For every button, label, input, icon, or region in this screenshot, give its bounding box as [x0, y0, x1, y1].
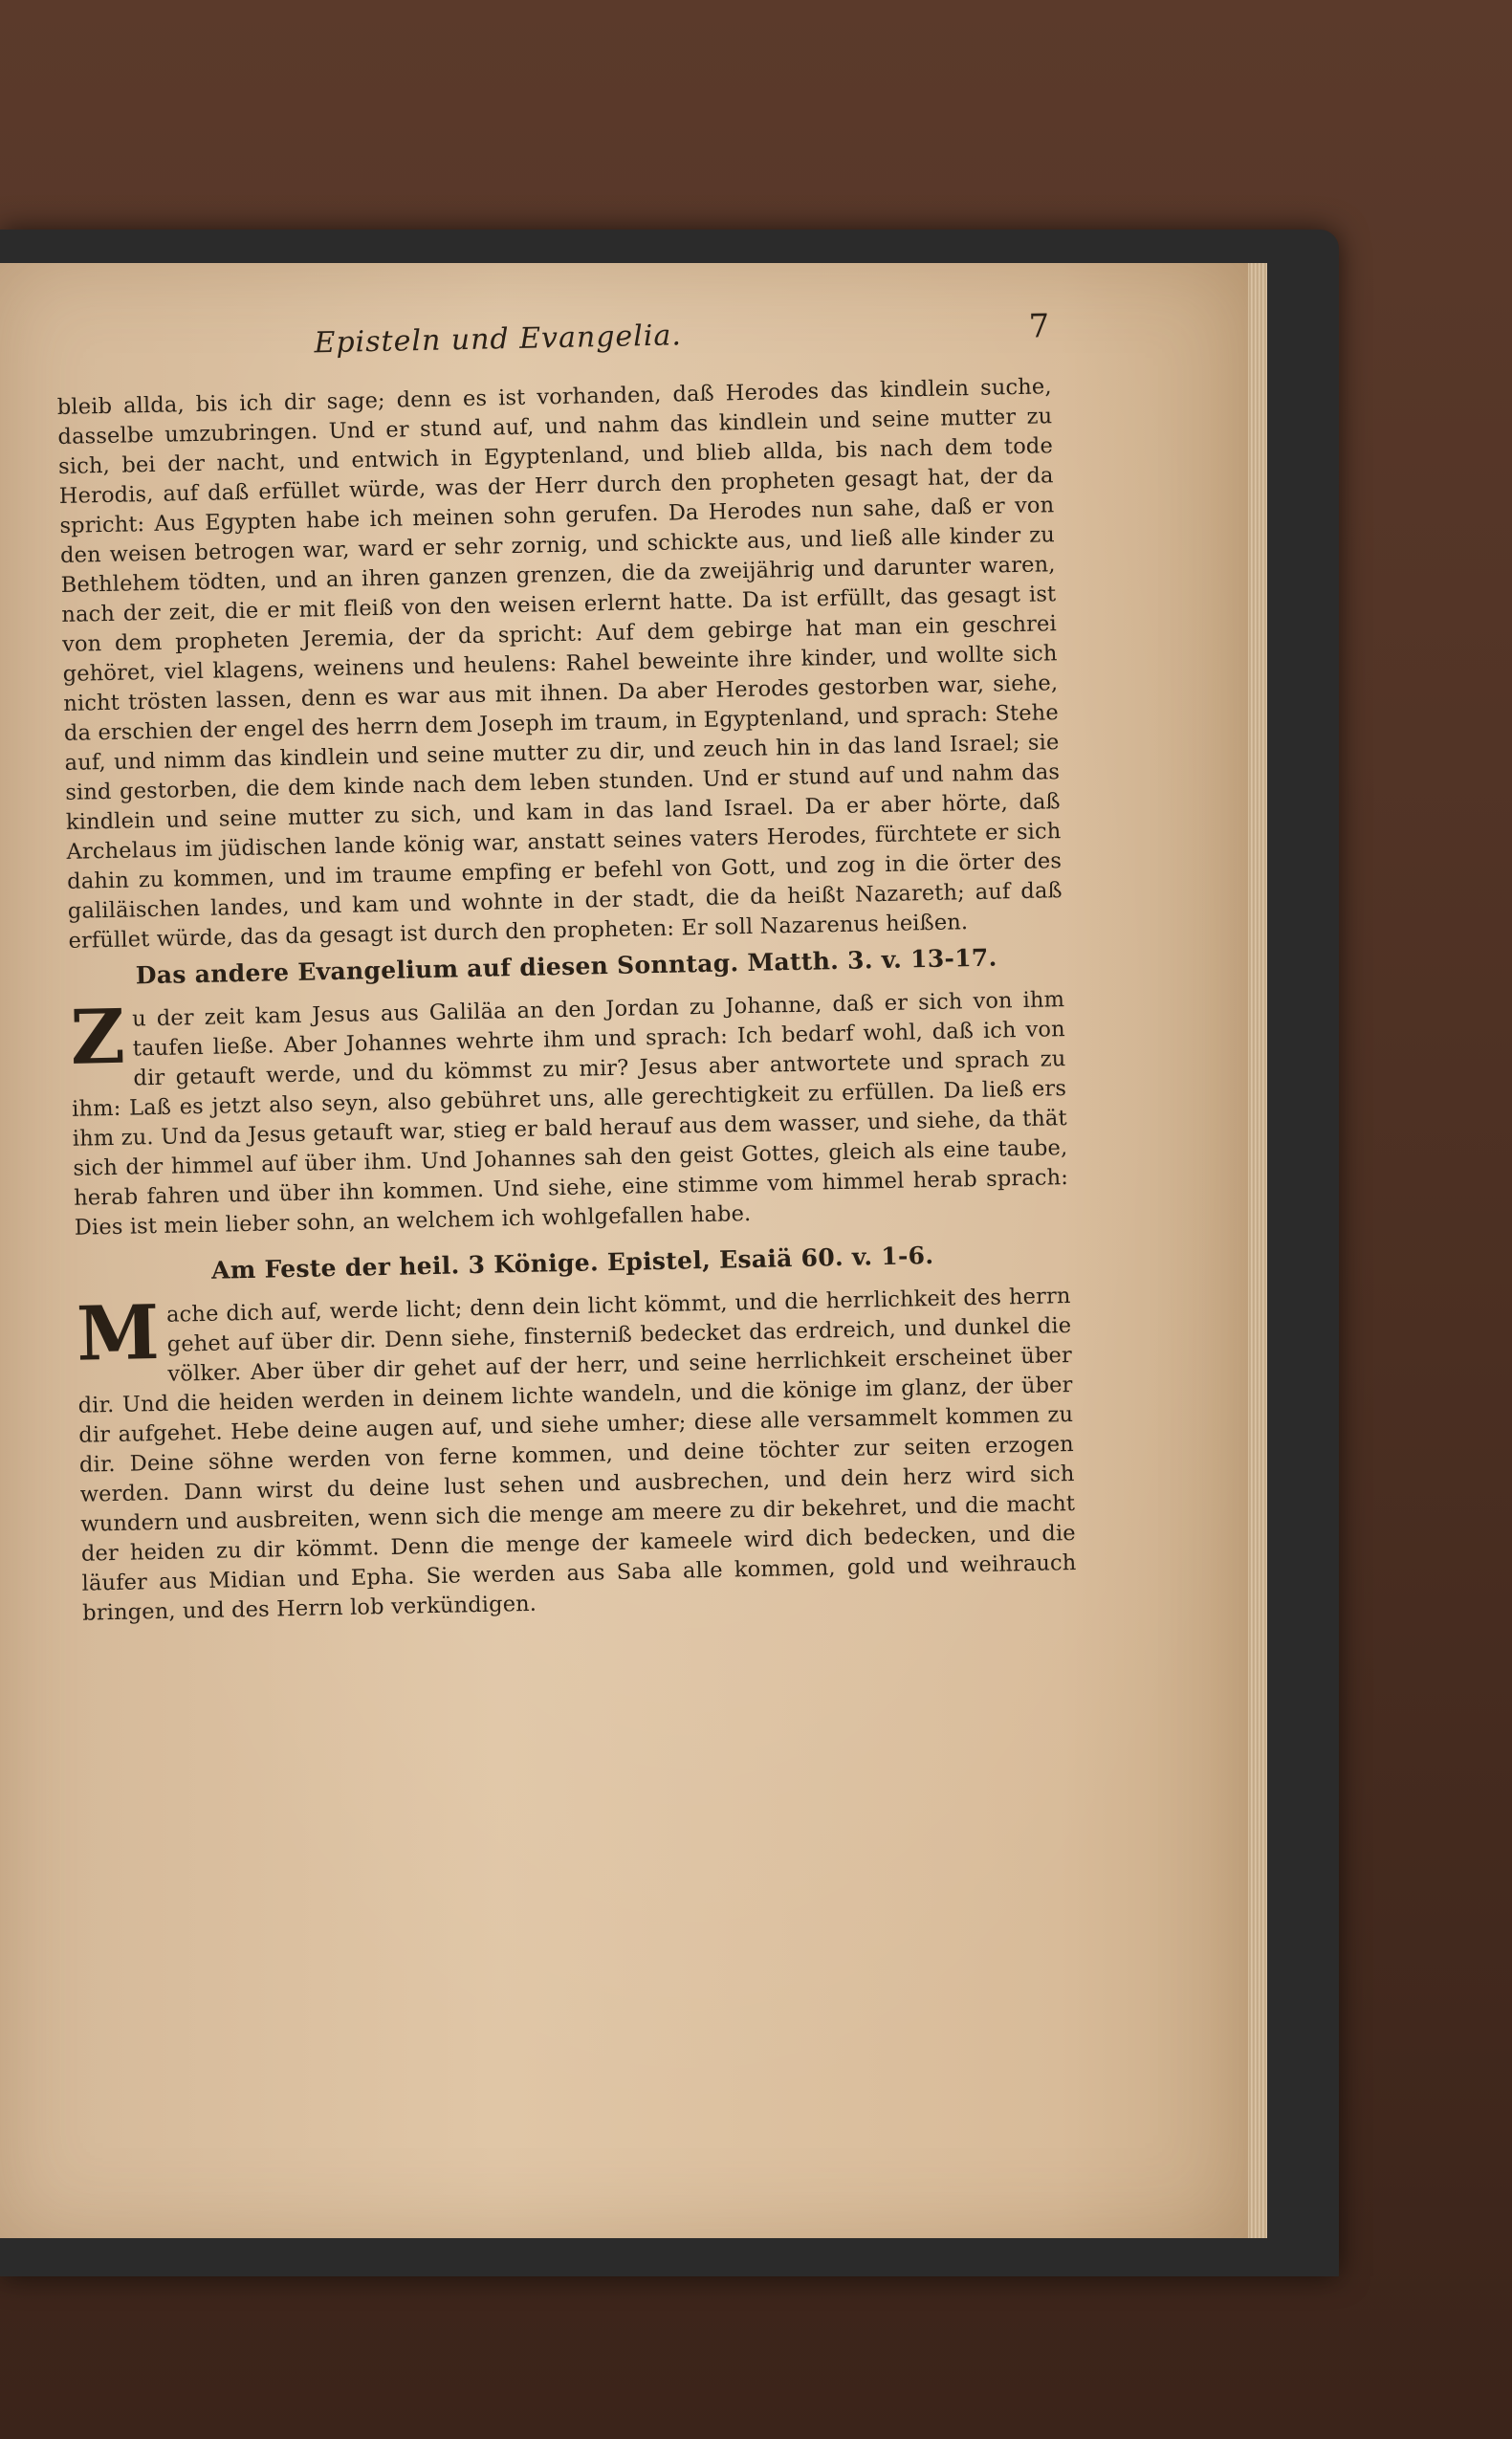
book-page — [0, 263, 1248, 2238]
page-number: 7 — [1028, 307, 1051, 346]
section-heading: Am Feste der heil. 3 Könige. Epistel, Esaiä 60. v. 1-6. — [210, 1241, 934, 1285]
page-header — [55, 301, 1051, 376]
page-edges — [1248, 263, 1267, 2238]
gospel-section — [70, 985, 1069, 1243]
running-title: Episteln und Evangelia. — [314, 319, 683, 361]
drop-cap: Z — [69, 993, 126, 1082]
page-content — [55, 301, 1077, 1628]
section-text: ache dich auf, werde licht; denn dein licht kömmt, und die herrlichkeit des herrn gehet auf über dir. Denn siehe, finsterniß bedecket das erdreich, und dunkel die völker. Aber über dir gehet auf der herr, und seine herrlichkeit erscheinet über dir. Und die heiden werden in deinem lichte wandeln, und die könige im glanz, der über dir aufgehet. Hebe deine augen auf, und siehe umher; diese alle versammelt kommen zu dir. Deine söhne werden von ferne kommen, und deine töchter zur seiten erzogen werden. Dann wirst du deine lust sehen und ausbrechen, und dein herz wird sich wundern und ausbreiten, wenn sich die menge am meere zu dir bekehret, und die macht der heiden zu dir kömmt. Denn die menge der kameele wird dich bedecken, und die läufer aus Midian und Epha. Sie werden aus Saba alle kommen, gold und weihrauch bringen, und des Herrn lob verkündigen. — [77, 1283, 1077, 1626]
section-heading: Das andere Evangelium auf diesen Sonntag. Matth. 3. v. 13-17. — [135, 943, 997, 990]
section-text: u der zeit kam Jesus aus Galiläa an den Jordan zu Johanne, daß er sich von ihm taufen ließe. Aber Johannes wehrte ihm und sprach: Ich bedarf wohl, daß ich von dir getauft werde, und du kömmst zu mir? Jesus aber antwortete und sprach zu ihm: Laß es jetzt also seyn, also gebühret uns, alle gerechtigkeit zu erfüllen. Da ließ ers ihm zu. Und da Jesus getauft war, stieg er bald herauf aus dem wasser, und siehe, da thät sich der himmel auf über ihm. Und Johannes sah den geist Gottes, gleich als eine taube, herab fahren und über ihn kommen. Und siehe, eine stimme vom himmel herab sprach: Dies ist mein lieber sohn, an welchem ich wohlgefallen habe. — [71, 987, 1069, 1241]
drop-cap: M — [76, 1288, 161, 1378]
epistle-section — [76, 1282, 1077, 1629]
body-paragraph: bleib allda, bis ich dir sage; denn es ist vorhanden, daß Herodes das kindlein suche, dasselbe umzubringen. Und er stund auf, und nahm das kindlein und seine mutter zu sich, bei der nacht, und entwich in Egyptenland, und blieb allda, bis nach dem tode Herodis, auf daß erfüllet würde, was der Herr durch den propheten gesagt hat, der da spricht: Aus Egypten habe ich meinen sohn gerufen. Da Herodes nun sahe, daß er von den weisen betrogen war, ward er sehr zornig, und schickte aus, und ließ alle kinder zu Bethlehem tödten, und an ihren ganzen grenzen, die da zweijährig und darunter waren, nach der zeit, die er mit fleiß von den weisen erlernt hatte. Da ist erfüllt, das gesagt ist von dem propheten Jeremia, der da spricht: Auf dem gebirge hat man ein geschrei gehöret, viel klagens, weinens und heulens: Rahel beweinte ihre kinder, und wollte sich nicht trösten lassen, denn es war aus mit ihnen. Da aber Herodes gestorben war, siehe, da erschien der engel des herrn dem Joseph im traum, in Egyptenland, und sprach: Stehe auf, und nimm das kindlein und seine mutter zu dir, und zeuch hin in das land Israel; sie sind gestorben, die dem kinde nach dem leben stunden. Und er stund auf und nahm das kindlein und seine mutter zu sich, und kam in das land Israel. Da er aber hörte, daß Archelaus im jüdischen lande könig war, anstatt seines vaters Herodes, fürchtete er sich dahin zu kommen, und im traume empfing er befehl von Gott, und zog in die örter des galiläischen landes, und kam und wohnte in der stadt, die da heißt Nazareth; auf daß erfüllet würde, das da gesagt ist durch den propheten: Er soll Nazarenus heißen. — [56, 374, 1063, 954]
